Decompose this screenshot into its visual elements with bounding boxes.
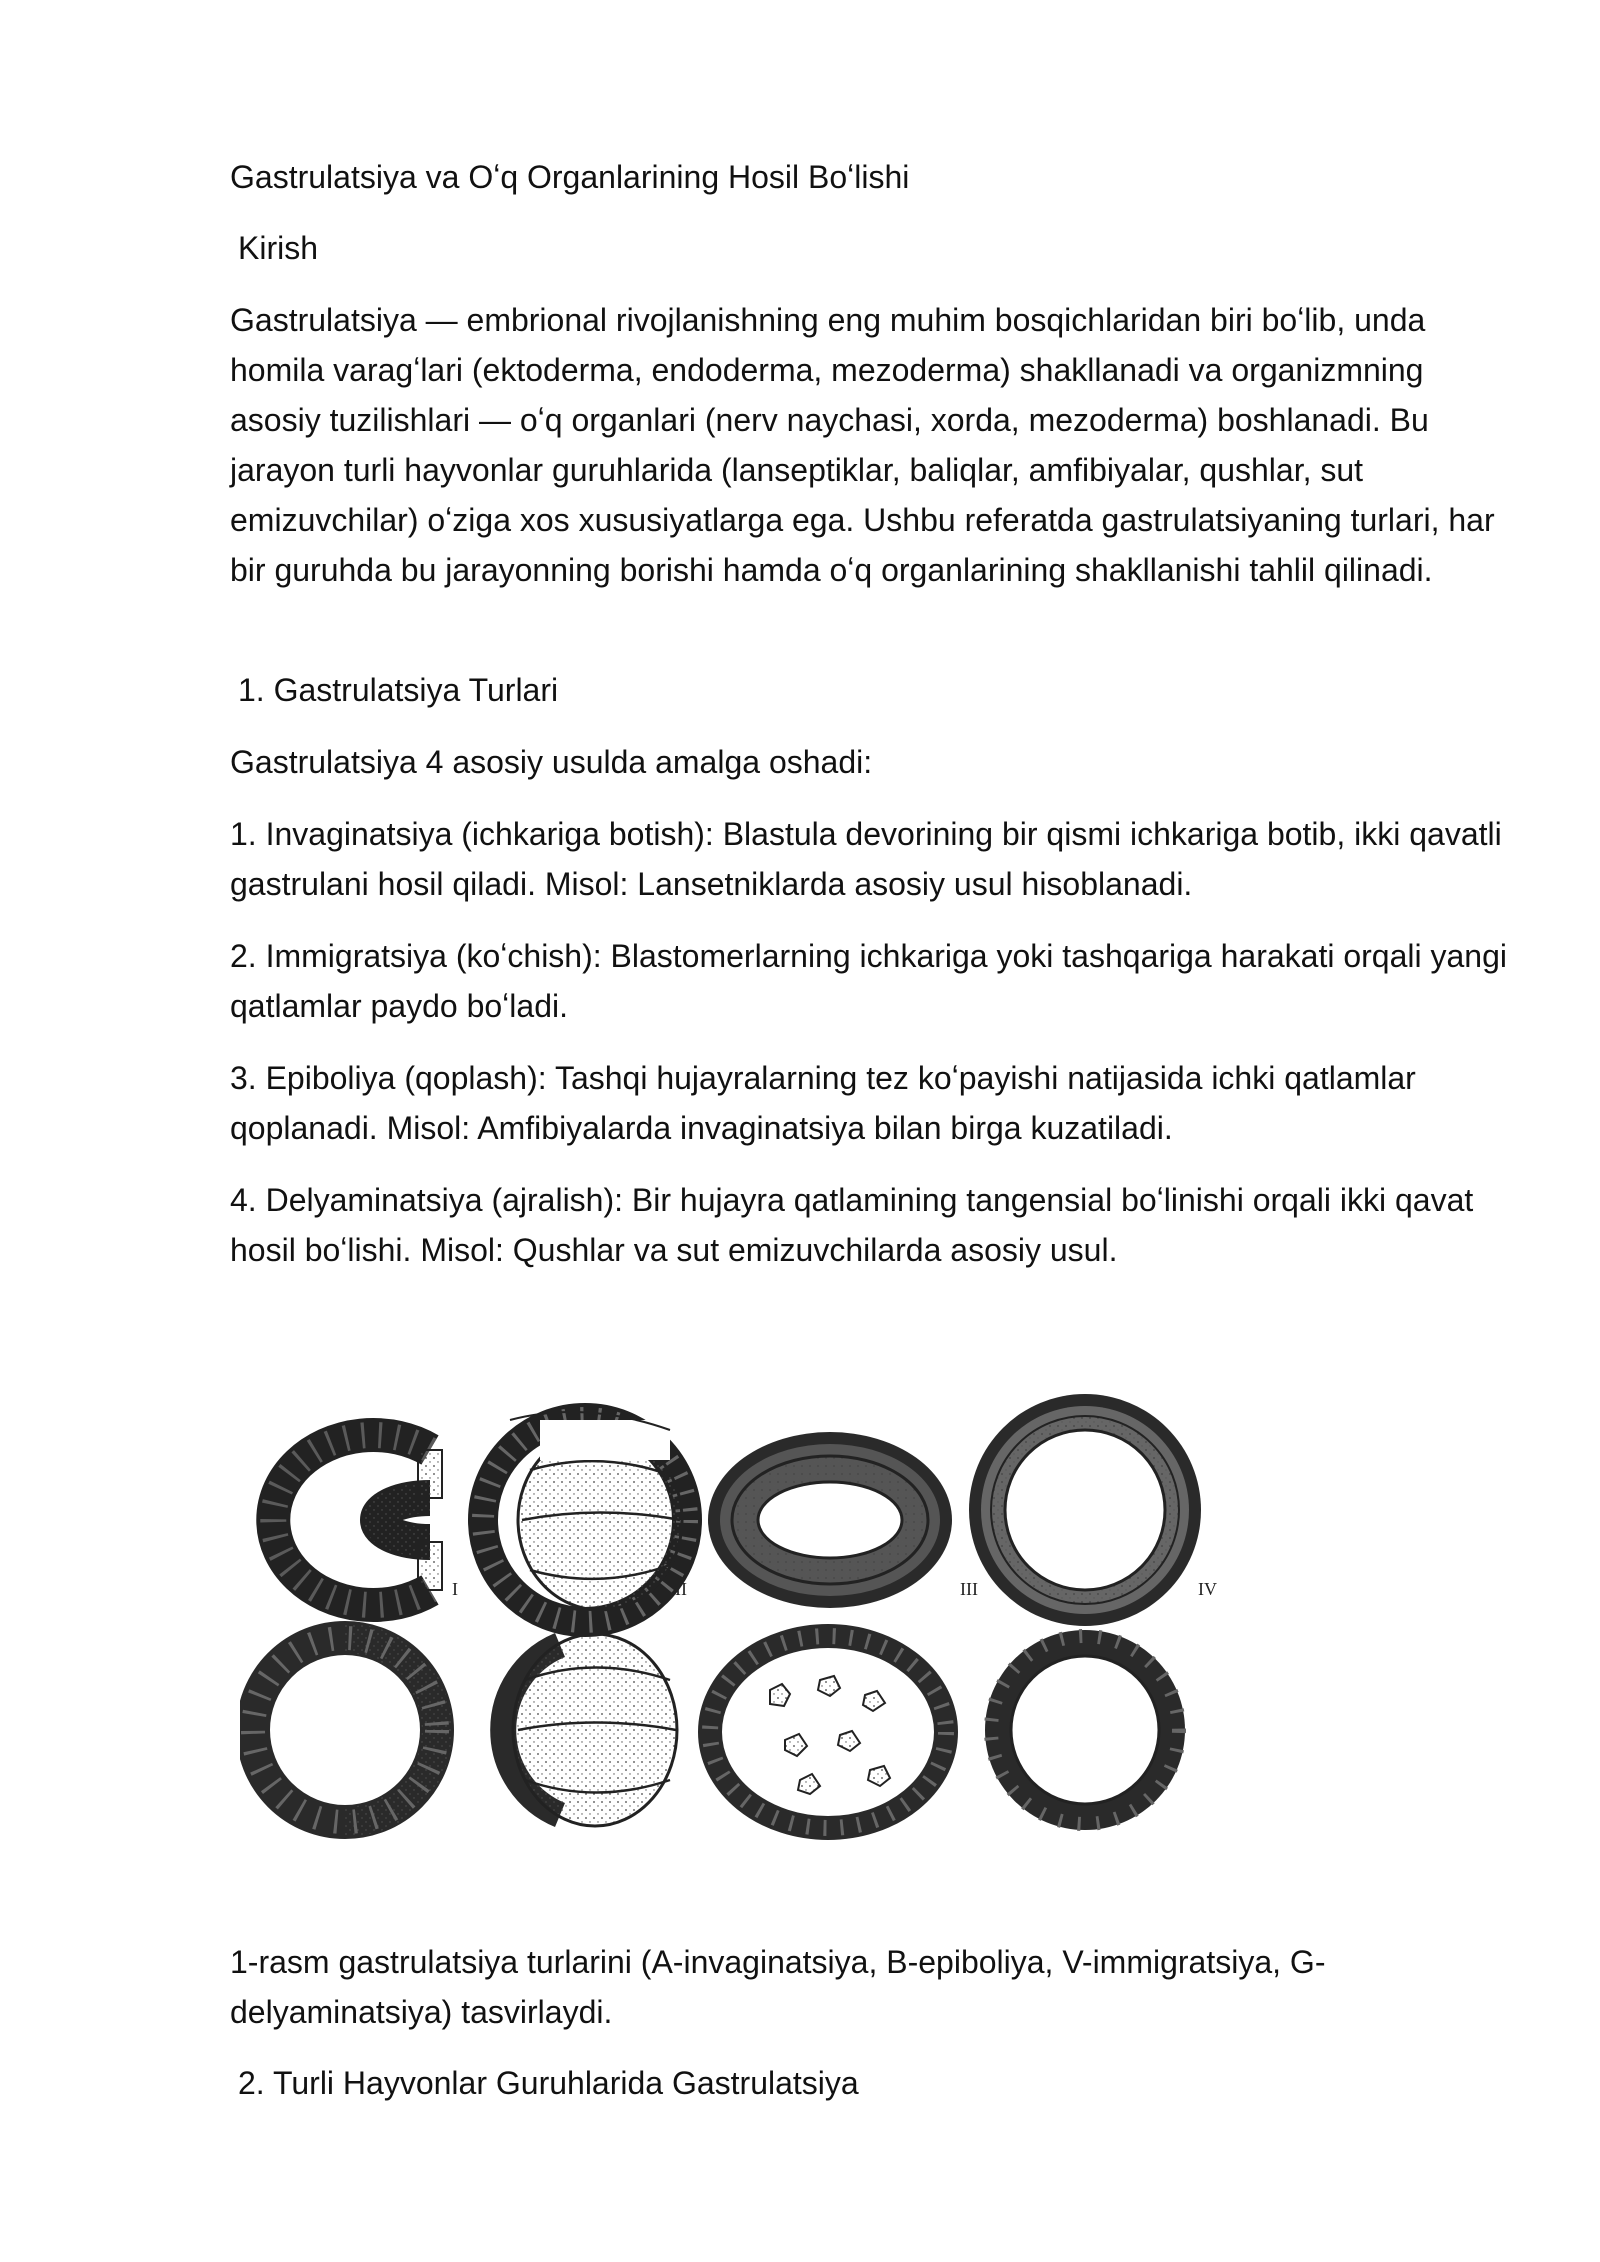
section1-heading: 1. Gastrulatsiya Turlari bbox=[238, 672, 559, 708]
gastrulation-figure bbox=[240, 1360, 1230, 1840]
invagination-embryo-bottom bbox=[253, 1638, 437, 1822]
section2-heading: 2. Turli Hayvonlar Guruhlarida Gastrulatsiya bbox=[238, 2065, 859, 2101]
section1-lead: Gastrulatsiya 4 asosiy usulda amalga oshadi: bbox=[230, 744, 873, 780]
method-invaginatsiya: 1. Invaginatsiya (ichkariga botish): Blastula devorining bir qismi ichkariga botib, ikki qavatli gastrulani hosil qiladi. Misol: Lansetniklarda asosiy usul hisoblanadi. bbox=[230, 816, 1502, 902]
intro-heading: Kirish bbox=[238, 230, 319, 266]
document-title: Gastrulatsiya va Oʻq Organlarining Hosil Boʻlishi bbox=[230, 159, 910, 195]
immigration-embryo-top bbox=[708, 1432, 952, 1608]
roman-label-3: III bbox=[960, 1579, 978, 1599]
delamination-embryo-top bbox=[969, 1394, 1201, 1626]
figure-caption: 1-rasm gastrulatsiya turlarini (A-invaginatsiya, B-epiboliya, V-immigratsiya, G-delyaminatsiya) tasvirlaydi. bbox=[230, 1944, 1326, 2030]
intro-paragraph: Gastrulatsiya — embrional rivojlanishning eng muhim bosqichlaridan biri boʻlib, unda homila varagʻlari (ektoderma, endoderma, mezoderma) shakllanadi va organizmning asosiy tuzilishlari — oʻq organlari (nerv naychasi, xorda, mezoderma) boshlanadi. Bu jarayon turli hayvonlar guruhlarida (lanseptiklar, baliqlar, amfibiyalar, qushlar, sut emizuvchilar) oʻziga xos xususiyatlarga ega. Ushbu referatda gastrulatsiyaning turlari, har bir guruhda bu jarayonning borishi hamda oʻq organlarining shakllanishi tahlil qilinadi. bbox=[230, 302, 1495, 588]
epiboly-embryo-top bbox=[483, 1412, 687, 1622]
roman-label-1: I bbox=[452, 1579, 458, 1599]
method-delyaminatsiya: 4. Delyaminatsiya (ajralish): Bir hujayra qatlamining tangensial boʻlinishi orqali ikki qavat hosil boʻlishi. Misol: Qushlar va sut emizuvchilarda asosiy usul. bbox=[230, 1182, 1474, 1268]
epiboly-embryo-bottom bbox=[503, 1634, 677, 1826]
delamination-embryo-bottom bbox=[985, 1630, 1185, 1830]
roman-label-2: II bbox=[675, 1579, 687, 1599]
method-epiboliya: 3. Epiboliya (qoplash): Tashqi hujayralarning tez koʻpayishi natijasida ichki qatlamlar qoplanadi. Misol: Amfibiyalarda invaginatsiya bilan birga kuzatiladi. bbox=[230, 1060, 1416, 1146]
invagination-embryo-top bbox=[273, 1435, 442, 1605]
method-immigratsiya: 2. Immigratsiya (koʻchish): Blastomerlarning ichkariga yoki tashqariga harakati orqali yangi qatlamlar paydo boʻladi. bbox=[230, 938, 1507, 1024]
roman-label-4: IV bbox=[1198, 1579, 1217, 1599]
immigration-embryo-bottom bbox=[710, 1636, 946, 1828]
